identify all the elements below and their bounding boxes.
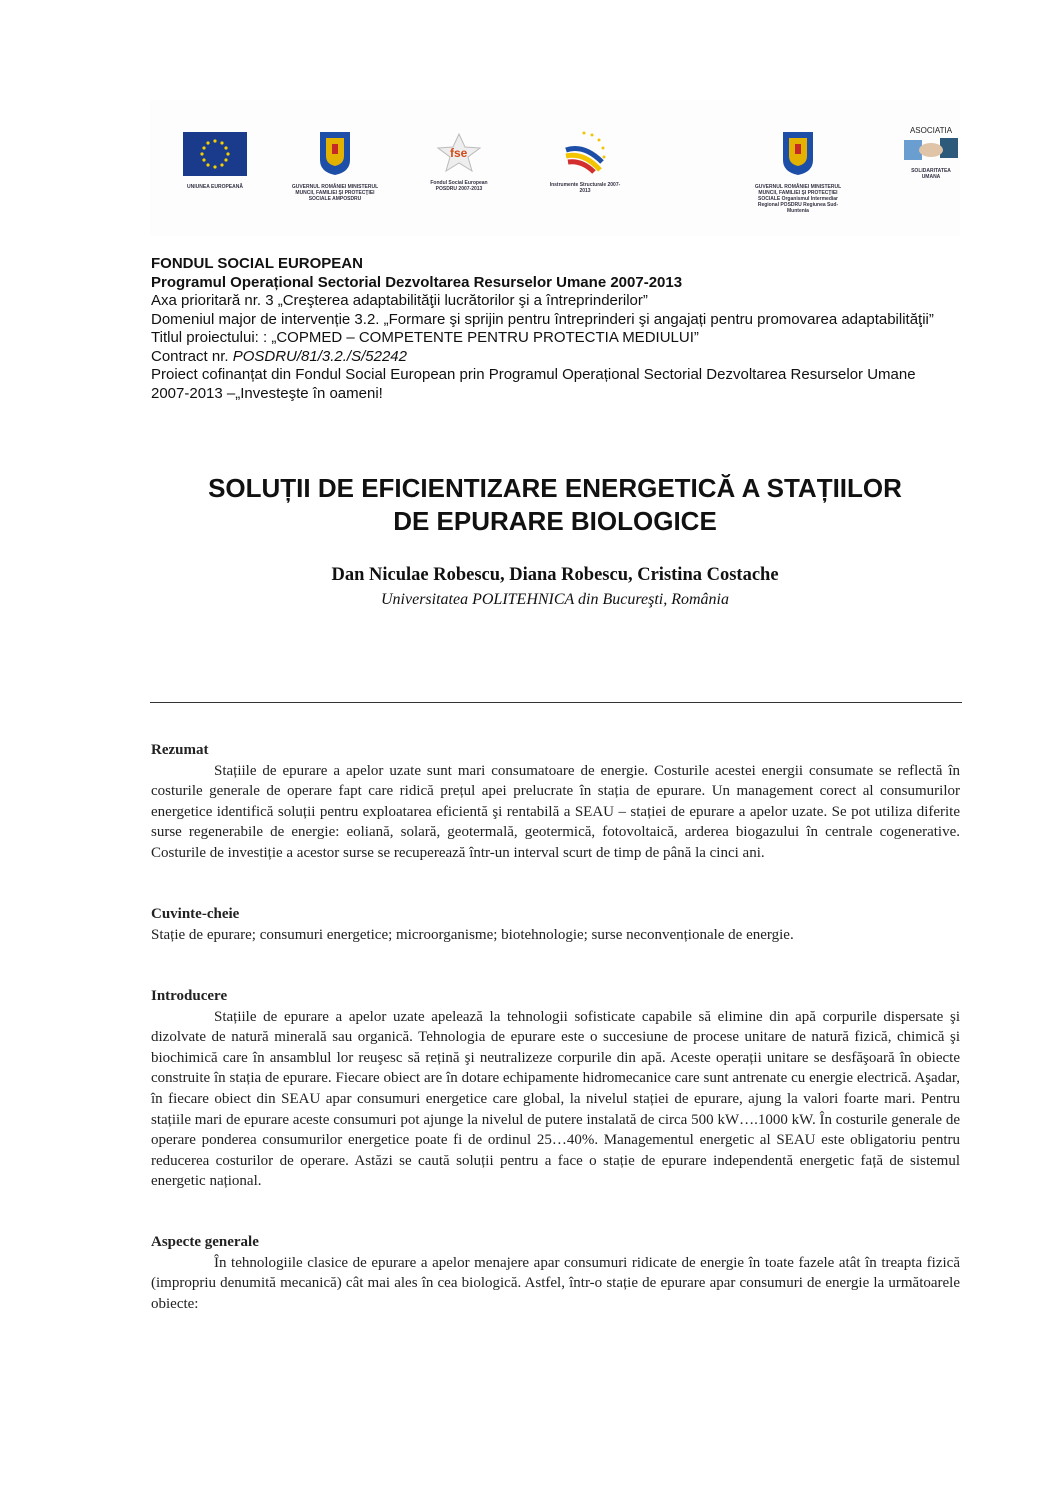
program-name: Programul Operațional Sectorial Dezvoltarea Resurselor Umane 2007-2013: [151, 273, 683, 291]
handshake-icon: [904, 134, 958, 164]
coat-of-arms-icon: [781, 130, 815, 176]
section-text: În tehnologiile clasice de epurare a apelor menajere apar consumuri ridicate de energie în toate fazele atât în treapta fizică (impropriu denumită mecanică) cât mai ales în cea biologică. Astfel, într-o stație de epurare apar consumuri de energie la următoarele obiecte:: [151, 1254, 960, 1312]
svg-text:fse: fse: [450, 146, 468, 160]
fse-star-icon: [436, 132, 482, 172]
section-heading: Introducere: [151, 988, 228, 1004]
section-general-aspects: [151, 1232, 960, 1314]
instrumente-logo: [545, 130, 625, 194]
instrumente-structurale-icon: [562, 130, 608, 174]
gov-logo-2: [750, 130, 846, 214]
coat-of-arms-icon: [318, 130, 352, 176]
logo-caption: SOLIDARITATEA UMANA: [911, 168, 951, 180]
section-introduction: [151, 986, 960, 1192]
section-text: Stație de epurare; consumuri energetice; microorganisme; biotehnologie; surse neconvenționale de energie.: [151, 926, 794, 943]
logo-top-text: ASOCIATIA: [909, 126, 953, 135]
section-heading: Rezumat: [151, 742, 209, 758]
contract-label: Contract nr.: [151, 347, 233, 365]
fse-logo: [420, 132, 498, 192]
paper-title: [100, 472, 1010, 538]
section-heading: Aspecte generale: [151, 1234, 259, 1250]
logo-caption: GUVERNUL ROMÂNIEI MINISTERUL MUNCII, FAMILIEI ŞI PROTECŢIEI SOCIALE AMPOSDRU: [291, 184, 379, 202]
contract-number: POSDRU/81/3.2./S/52242: [232, 347, 407, 365]
logo-caption: UNIUNEA EUROPEANĂ: [187, 184, 243, 190]
project-title: Titlul proiectului: : „COPMED – COMPETENTE PENTRU PROTECTIA MEDIULUI”: [151, 329, 699, 346]
section-keywords: [151, 904, 960, 945]
priority-axis: Axa prioritară nr. 3 „Creşterea adaptabilităţii lucrătorilor şi a întreprinderilor”: [151, 292, 648, 309]
section-heading: Cuvinte-cheie: [151, 906, 240, 922]
logo-caption: Fondul Social European POSDRU 2007-2013: [430, 180, 488, 192]
project-header: [151, 255, 941, 403]
fund-name: FONDUL SOCIAL EUROPEAN: [151, 255, 363, 272]
section-abstract: [151, 740, 960, 864]
asociatia-logo: [902, 128, 960, 180]
logo-caption: Instrumente Structurale 2007-2013: [549, 182, 621, 194]
gov-logo: [290, 130, 380, 202]
affiliation: Universitatea POLITEHNICA din Bucureşti, România: [381, 591, 729, 608]
cofinancing-note: Proiect cofinanțat din Fondul Social European prin Programul Operațional Sectorial Dezvoltarea Resurselor Umane 2007-2013 –„Investeşte în oameni!: [151, 366, 916, 402]
authors: Dan Niculae Robescu, Diana Robescu, Cristina Costache: [331, 565, 779, 585]
logo-banner: [150, 100, 960, 236]
section-text: Stațiile de epurare a apelor uzate sunt mari consumatoare de energie. Costurile acestei energii consumate se reflectă în costurile generale de operare fapt care ridică prețul apei prelucrate în stația de epurare. Un management corect al consumurilor energetice identifică soluții pentru exploatarea eficientă şi rentabilă a SEAU – stației de epurare a apelor uzate. Se pot utiliza diferite surse regenerabile de energie: eoliană, solară, geotermală, geotermică, fotovoltaică, arderea biogazului în centrale cogenerative. Costurile de investiție a acestor surse se recuperează într-un interval scurt de timp de până la cinci ani.: [151, 762, 960, 861]
intervention-domain: Domeniul major de intervenție 3.2. „Formare şi sprijin pentru întreprinderi şi angajați pentru promovarea adaptabilităţii”: [151, 310, 934, 328]
contract-line: [151, 348, 941, 367]
title-line: SOLUȚII DE EFICIENTIZARE ENERGETICĂ A STAȚIILOR: [208, 473, 902, 503]
divider: [150, 702, 962, 703]
section-text: Stațiile de epurare a apelor uzate apelează la tehnologii sofisticate capabile să elimine din apă corpurile dispersate şi dizolvate de natură minerală sau organică. Tehnologia de epurare este o succesiune de procese unitare de natură fizică, chimică şi biochimică care în ansamblul lor reuşesc să rețină şi neutralizeze corpurile din apă. Aceste operații unitare se desfăşoară în obiecte construite în stația de epurare. Fiecare obiect are în dotare echipamente hidromecanice care sunt antrenate cu energie electrică. Aşadar, în fiecare obiect din SEAU apar consumuri energetice care global, la nivelul stației de epurare, ajung la valori foarte mari. Pentru stațiile mari de epurare aceste consumuri pot ajunge la nivelul de putere instalată de circa 500 kW….1000 kW. În costurile generale de operare ponderea consumurilor energetice poate fi de ordinul 25…40%. Managementul energetic al SEAU este obligatoriu pentru reducerea costurilor de operare. Astăzi se caută soluții pentru a face o stație de epurare independentă energetic față de sistemul energetic național.: [151, 1008, 960, 1190]
logo-caption: GUVERNUL ROMÂNIEI MINISTERUL MUNCII, FAMILIEI ŞI PROTECŢIEI SOCIALE Organismul Intermediar Regional POSDRU Regiunea Sud-Muntenia: [754, 184, 842, 214]
eu-flag-icon: [183, 132, 247, 176]
title-line: DE EPURARE BIOLOGICE: [393, 506, 717, 536]
eu-logo: [182, 132, 248, 190]
